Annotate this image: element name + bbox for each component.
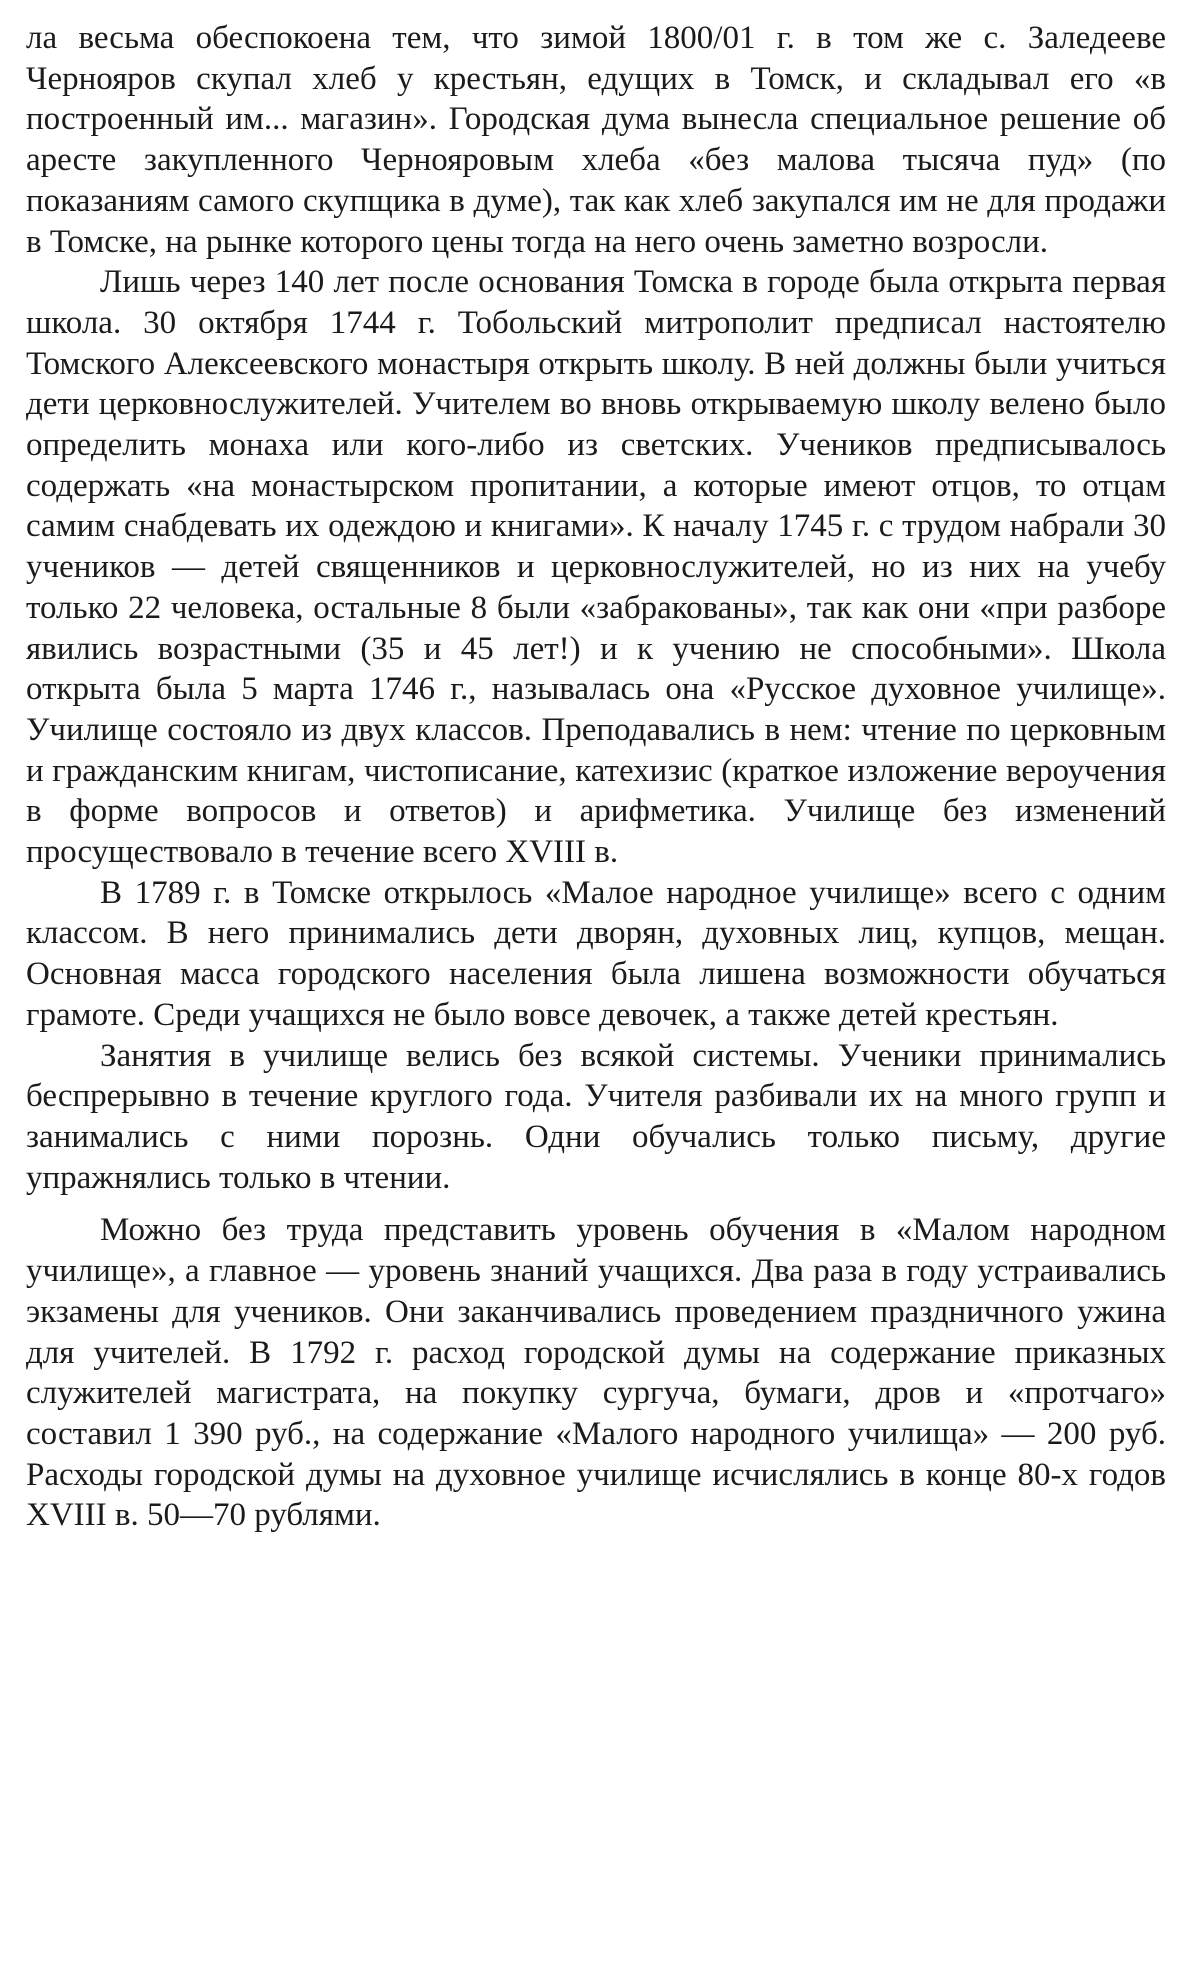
paragraph-first-school: Лишь через 140 лет после основания Томска в городе была открыта первая школа. 30 октября 1744 г. Тобольский митрополит предписал настоятелю Томского Алексеевского монастыря открыть школу. В ней должны были учиться дети церковнослужителей. Учителем во вновь открываемую школу велено было определить монаха или кого-либо из светских. Учеников предписывалось содержать «на монастырском пропитании, а которые имеют отцов, то отцам самим снабдевать их одеждою и книгами». К началу 1745 г. с трудом набрали 30 учеников — детей священников и церковнослужителей, но из них на учебу только 22 человека, остальные 8 были «забракованы», так как они «при разборе явились возрастными (35 и 45 лет!) и к учению не способными». Школа открыта была 5 марта 1746 г., называлась она «Русское духовное училище». Училище состояло из двух классов. Преподавались в нем: чтение по церковным и гражданским книгам, чистописание, катехизис (краткое изложение вероучения в форме вопросов и ответов) и арифметика. Училище без изменений просуществовало в течение всего XVIII в.	[26, 264, 1166, 871]
document-page	[26, 18, 1166, 1536]
paragraph-small-folk-school: В 1789 г. в Томске открылось «Малое народное училище» всего с одним классом. В него принимались дети дворян, духовных лиц, купцов, мещан. Основная масса городского населения была лишена возможности обучаться грамоте. Среди учащихся не было вовсе девочек, а также детей крестьян.	[26, 874, 1166, 1033]
paragraph-school-classes: Занятия в училище велись без всякой системы. Ученики принимались беспрерывно в течение круглого года. Учителя разбивали их на много групп и занимались с ними порознь. Одни обучались только письму, другие упражнялись только в чтении.	[26, 1037, 1166, 1196]
paragraph-continuation: ла весьма обеспокоена тем, что зимой 1800/01 г. в том же с. Заледееве Чернояров скупал хлеб у крестьян, едущих в Томск, и складывал его «в построенный им... магазин». Городская дума вынесла специальное решение об аресте закупленного Чернояровым хлеба «без малова тысяча пуд» (по показаниям самого скупщика в думе), так как хлеб закупался им не для продажи в Томске, на рынке которого цены тогда на него очень заметно возросли.	[26, 20, 1166, 260]
paragraph-exams-and-expenses: Можно без труда представить уровень обучения в «Малом народном училище», а главное — уровень знаний учащихся. Два раза в году устраивались экзамены для учеников. Они заканчивались проведением праздничного ужина для учителей. В 1792 г. расход городской думы на содержание приказных служителей магистрата, на покупку сургуча, бумаги, дров и «протчаго» составил 1 390 руб., на содержание «Малого народного училища» — 200 руб. Расходы городской думы на духовное училище исчислялись в конце 80-х годов XVIII в. 50—70 рублями.	[26, 1212, 1166, 1534]
